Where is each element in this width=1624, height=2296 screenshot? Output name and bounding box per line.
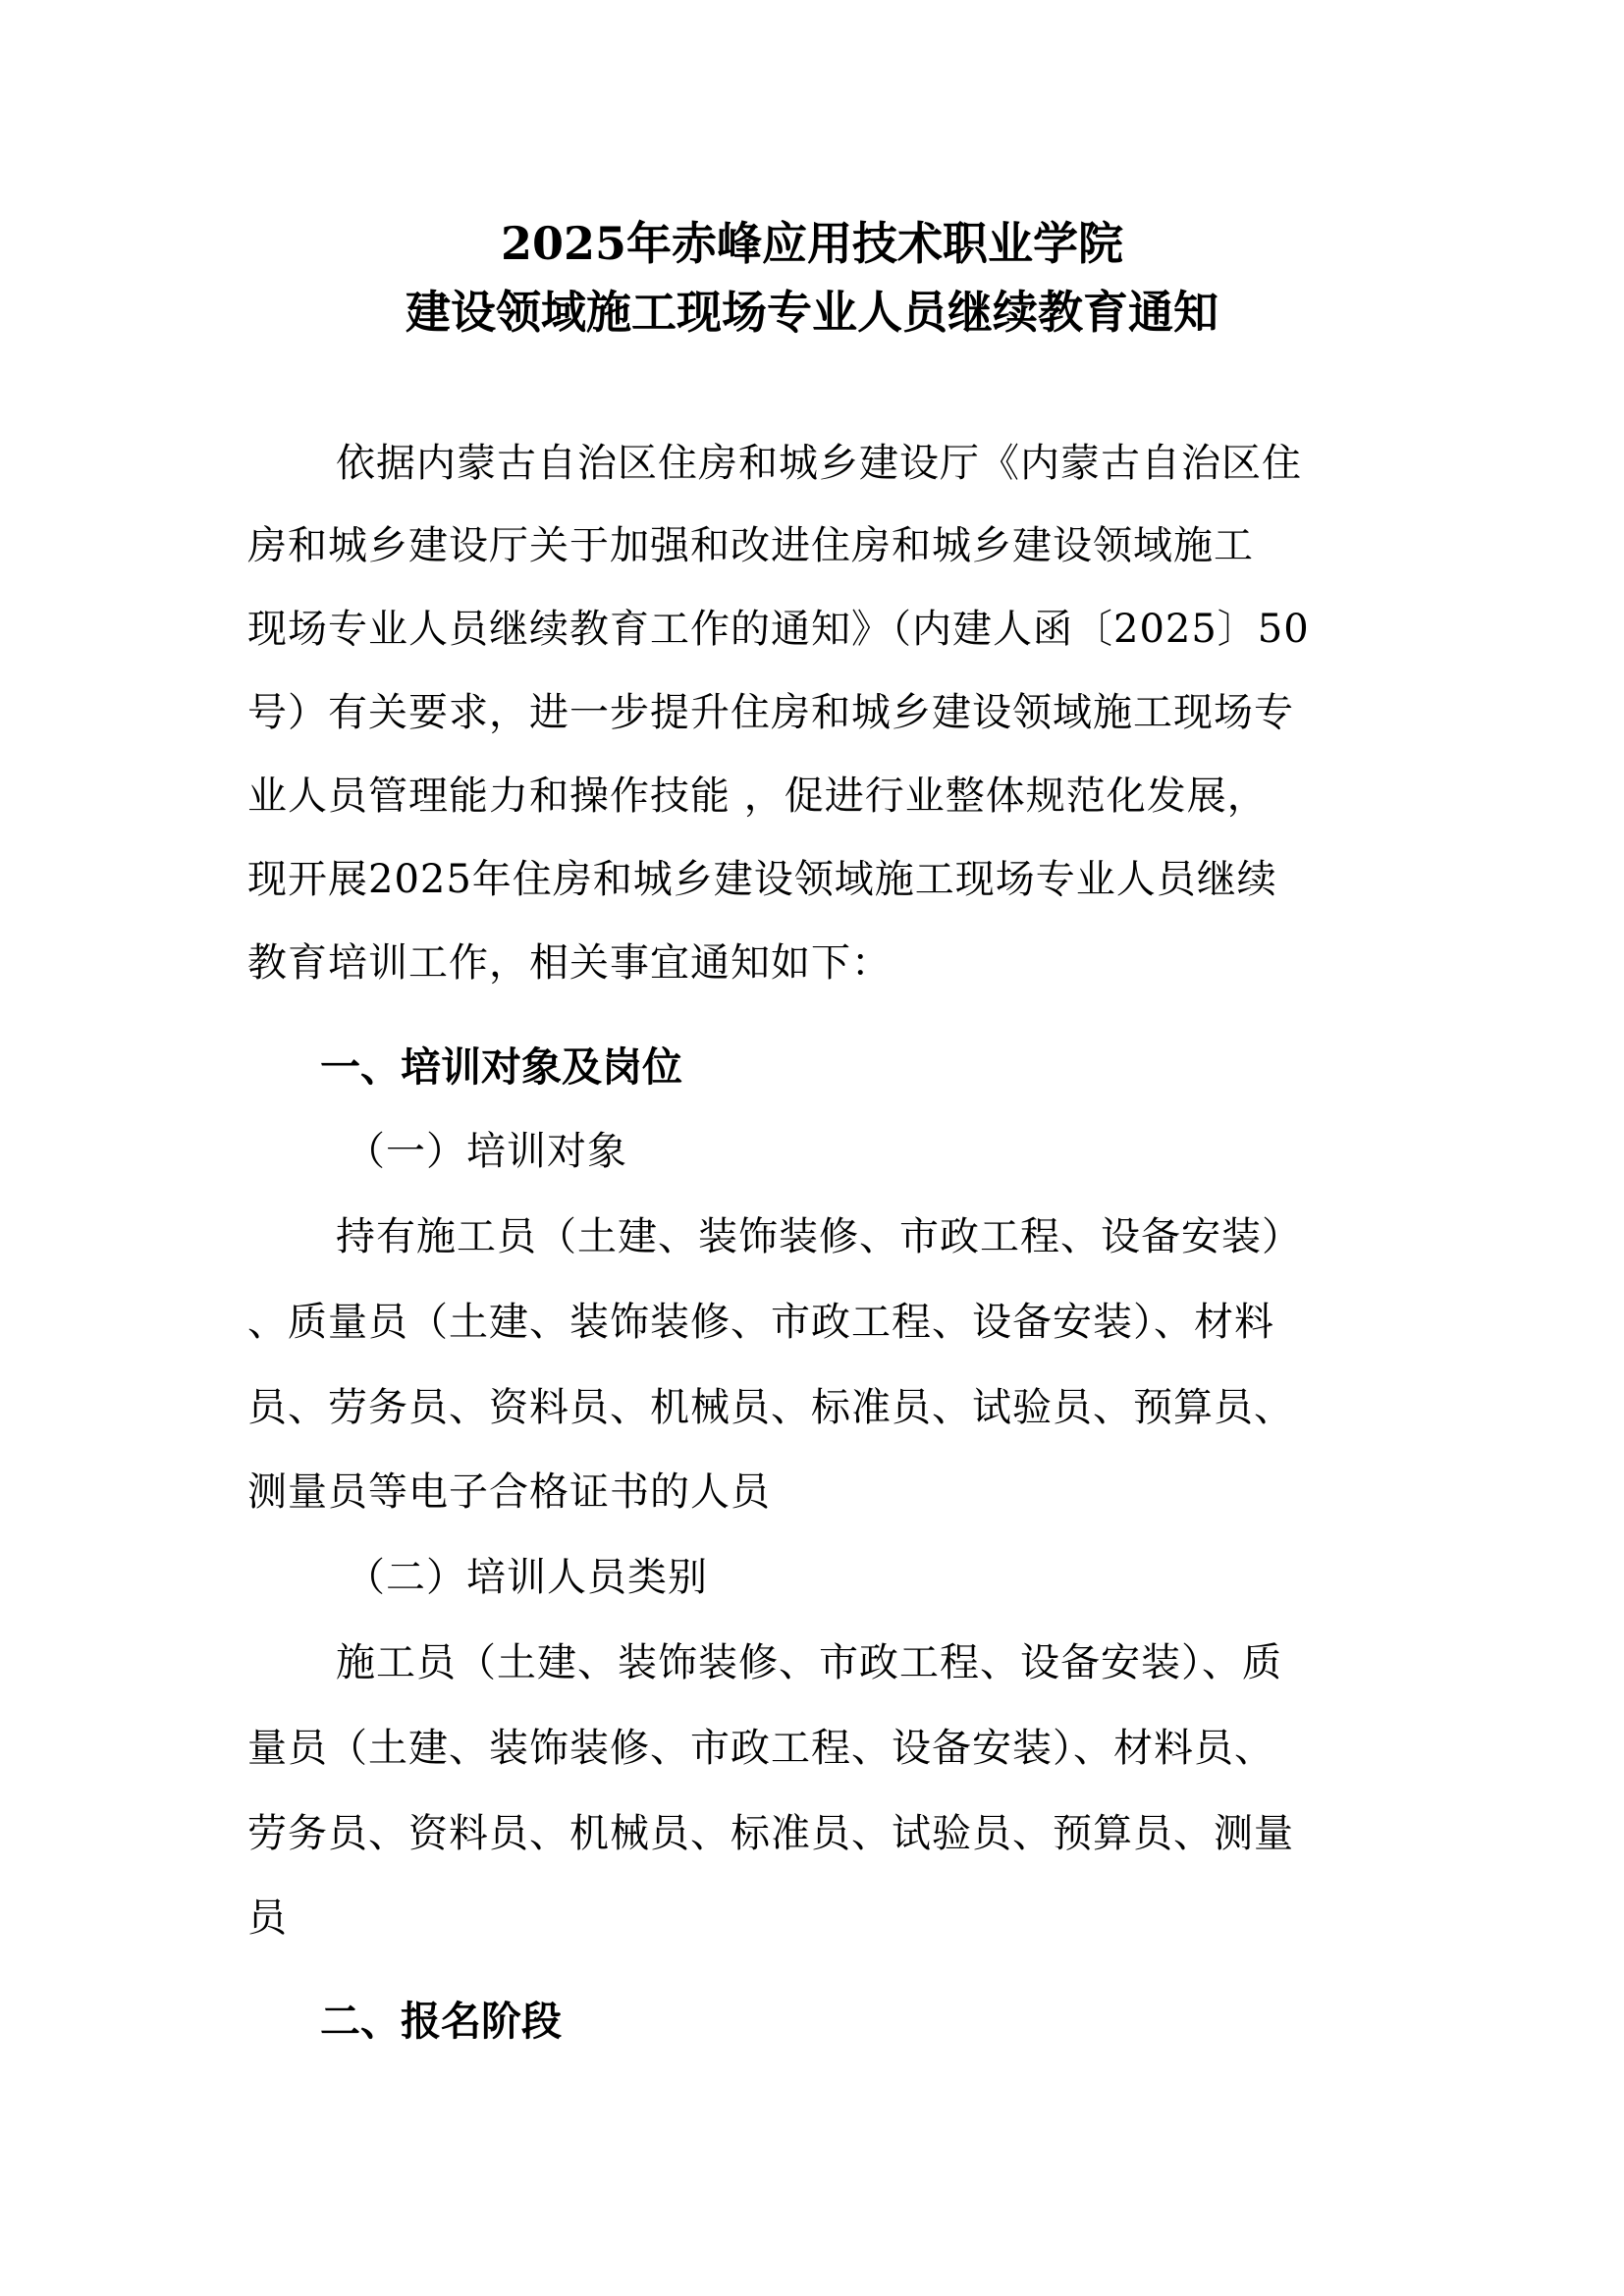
intro-line: 教育培训工作，相关事宜通知如下：	[247, 940, 892, 986]
subsection-heading-training-object: （一）培训对象	[346, 1129, 627, 1174]
document-title-line1: 2025年赤峰应用技术职业学院	[500, 217, 1124, 270]
training-object-line: 员、劳务员、资料员、机械员、标准员、试验员、预算员、	[247, 1385, 1294, 1430]
intro-line: 号）有关要求，进一步提升住房和城乡建设领域施工现场专	[247, 690, 1294, 735]
intro-line: 依据内蒙古自治区住房和城乡建设厅《内蒙古自治区住	[336, 441, 1302, 486]
intro-line: 业人员管理能力和操作技能 ，促进行业整体规范化发展，	[247, 774, 1268, 819]
subsection-heading-personnel-category: （二）培训人员类别	[346, 1555, 708, 1600]
training-object-line: 、质量员（土建、装饰装修、市政工程、设备安装）、材料	[247, 1300, 1274, 1345]
personnel-category-line: 劳务员、资料员、机械员、标准员、试验员、预算员、测量	[247, 1811, 1294, 1856]
personnel-category-line: 员	[247, 1896, 288, 1941]
training-object-line: 持有施工员（土建、装饰装修、市政工程、设备安装）	[336, 1214, 1302, 1259]
intro-line: 现开展2025年住房和城乡建设领域施工现场专业人员继续	[247, 857, 1277, 902]
personnel-category-line: 施工员（土建、装饰装修、市政工程、设备安装）、质	[336, 1640, 1282, 1685]
personnel-category-line: 量员（土建、装饰装修、市政工程、设备安装）、材料员、	[247, 1726, 1274, 1771]
section-heading-registration: 二、报名阶段	[320, 1998, 562, 2045]
document-title-line2: 建设领域施工现场专业人员继续教育通知	[406, 286, 1218, 339]
training-object-line: 测量员等电子合格证书的人员	[247, 1469, 771, 1515]
intro-line: 现场专业人员继续教育工作的通知》（内建人函〔2025〕50	[247, 607, 1310, 652]
section-heading-training-targets: 一、培训对象及岗位	[320, 1043, 682, 1091]
intro-line: 房和城乡建设厅关于加强和改进住房和城乡建设领域施工	[247, 523, 1254, 568]
